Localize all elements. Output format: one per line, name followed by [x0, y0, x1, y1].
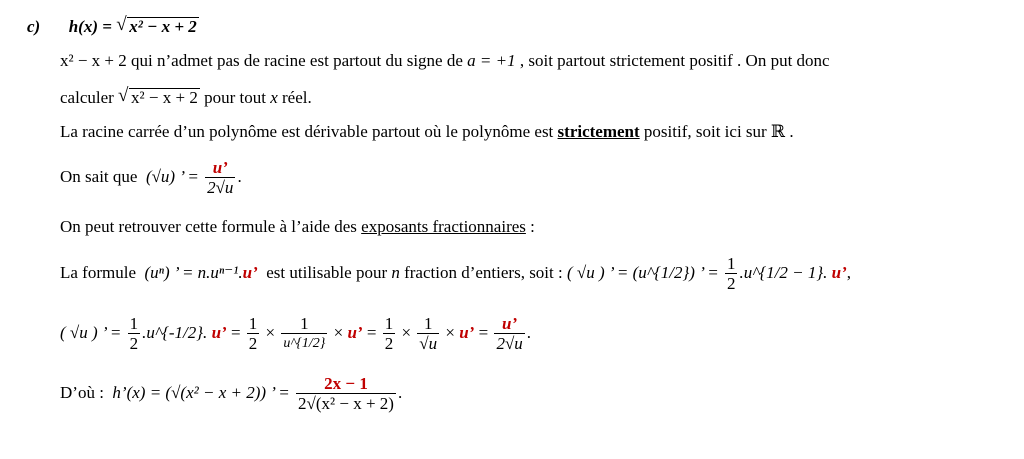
- punctuation: .: [237, 167, 242, 186]
- power-term: .u^{-1/2}.: [142, 323, 208, 342]
- fraction-numerator: 2x − 1: [296, 375, 396, 394]
- fraction: [205, 159, 235, 197]
- equals-sign: =: [366, 323, 377, 342]
- punctuation: .: [397, 383, 403, 402]
- heading-line: [27, 17, 199, 37]
- text-segment: positif, soit ici sur: [643, 122, 767, 141]
- text-segment: réel.: [281, 88, 312, 107]
- text-segment: La formule: [60, 263, 136, 282]
- sqrt-expression: √ x² − x + 2: [118, 88, 200, 108]
- text-segment: On peut retrouver cette formule à l’aide des: [60, 217, 357, 236]
- paragraph-line-5: [60, 217, 535, 237]
- variable-n: n: [391, 263, 400, 282]
- paragraph-line-8: [60, 370, 402, 416]
- fraction-numerator: u’: [205, 159, 235, 178]
- equals-sign: =: [230, 323, 241, 342]
- text-segment: fraction d’entiers, soit :: [404, 263, 563, 282]
- fraction-half: $\frac{1}{2}$: [726, 254, 736, 294]
- paragraph-line-3: [60, 122, 794, 142]
- u-prime: u’: [347, 323, 363, 342]
- underlined-term: exposants fractionnaires: [361, 217, 526, 236]
- text-segment: D’où :: [60, 383, 104, 402]
- power-rule: (uⁿ) ’ = n.uⁿ⁻¹.: [144, 263, 243, 282]
- fraction: $\frac{1}{u\^{}\{1/2\}}$: [283, 314, 326, 352]
- real-numbers-symbol: ℝ: [770, 122, 786, 142]
- text-segment: , soit partout strictement positif . On put donc: [519, 51, 830, 70]
- paragraph-line-4: [60, 157, 242, 197]
- times-sign: ×: [401, 323, 412, 342]
- text-segment: pour tout: [204, 88, 266, 107]
- u-prime: u’: [459, 323, 475, 342]
- fraction-denominator: 2√(x² − x + 2): [298, 394, 394, 414]
- sqrt-power-expr: ( √u ) ’ = (u^{1/2}) ’ =: [566, 263, 719, 282]
- variable-x: x: [270, 88, 278, 107]
- power-tail: .u^{1/2 − 1}.: [739, 263, 828, 282]
- text-segment: On sait que: [60, 167, 138, 186]
- paragraph-line-2: [60, 88, 312, 108]
- text-segment: qui n’admet pas de racine est partout du signe de: [131, 51, 463, 70]
- u-prime: u’: [211, 323, 227, 342]
- text-segment: .: [789, 122, 794, 141]
- punctuation: ,: [846, 263, 852, 282]
- derivative-lhs: h’(x) = (√(x² − x + 2)) ’ =: [112, 383, 290, 402]
- heading-function: h(x) =: [68, 17, 117, 36]
- text-segment: :: [530, 217, 535, 236]
- heading-sqrt: √ x² − x + 2: [116, 17, 199, 37]
- text-segment: calculer: [60, 88, 114, 107]
- punctuation: .: [526, 323, 532, 342]
- final-fraction: [296, 375, 396, 413]
- derivative-lhs: (√u) ’ =: [145, 167, 199, 186]
- u-prime: u’: [242, 263, 258, 282]
- fraction: $\frac{1}{2}$: [129, 314, 139, 354]
- derivative-lhs: ( √u ) ’ =: [60, 323, 122, 342]
- paragraph-line-7: [60, 310, 531, 356]
- strictement-emphasis: strictement: [557, 122, 640, 141]
- paragraph-line-6: [60, 253, 851, 293]
- times-sign: ×: [333, 323, 344, 342]
- fraction: $\frac{u’}{2√u}$: [496, 314, 523, 354]
- fraction: $\frac{1}{√u}$: [419, 314, 438, 354]
- times-sign: ×: [445, 323, 455, 342]
- item-label: c): [27, 17, 41, 36]
- times-sign: ×: [265, 323, 276, 342]
- equals-sign: =: [478, 323, 489, 342]
- text-segment: La racine carrée d’un polynôme est dérivable partout où le polynôme est: [60, 122, 554, 141]
- fraction: $\frac{1}{2}$: [384, 314, 394, 354]
- u-prime: u’: [831, 263, 847, 282]
- polynomial-expr: x² − x + 2: [60, 51, 127, 70]
- paragraph-line-1: [60, 51, 830, 71]
- fraction: $\frac{1}{2}$: [248, 314, 258, 354]
- text-segment: est utilisable pour: [266, 263, 388, 282]
- fraction-denominator: 2√u: [207, 178, 234, 198]
- a-equation: a = +1: [467, 51, 516, 70]
